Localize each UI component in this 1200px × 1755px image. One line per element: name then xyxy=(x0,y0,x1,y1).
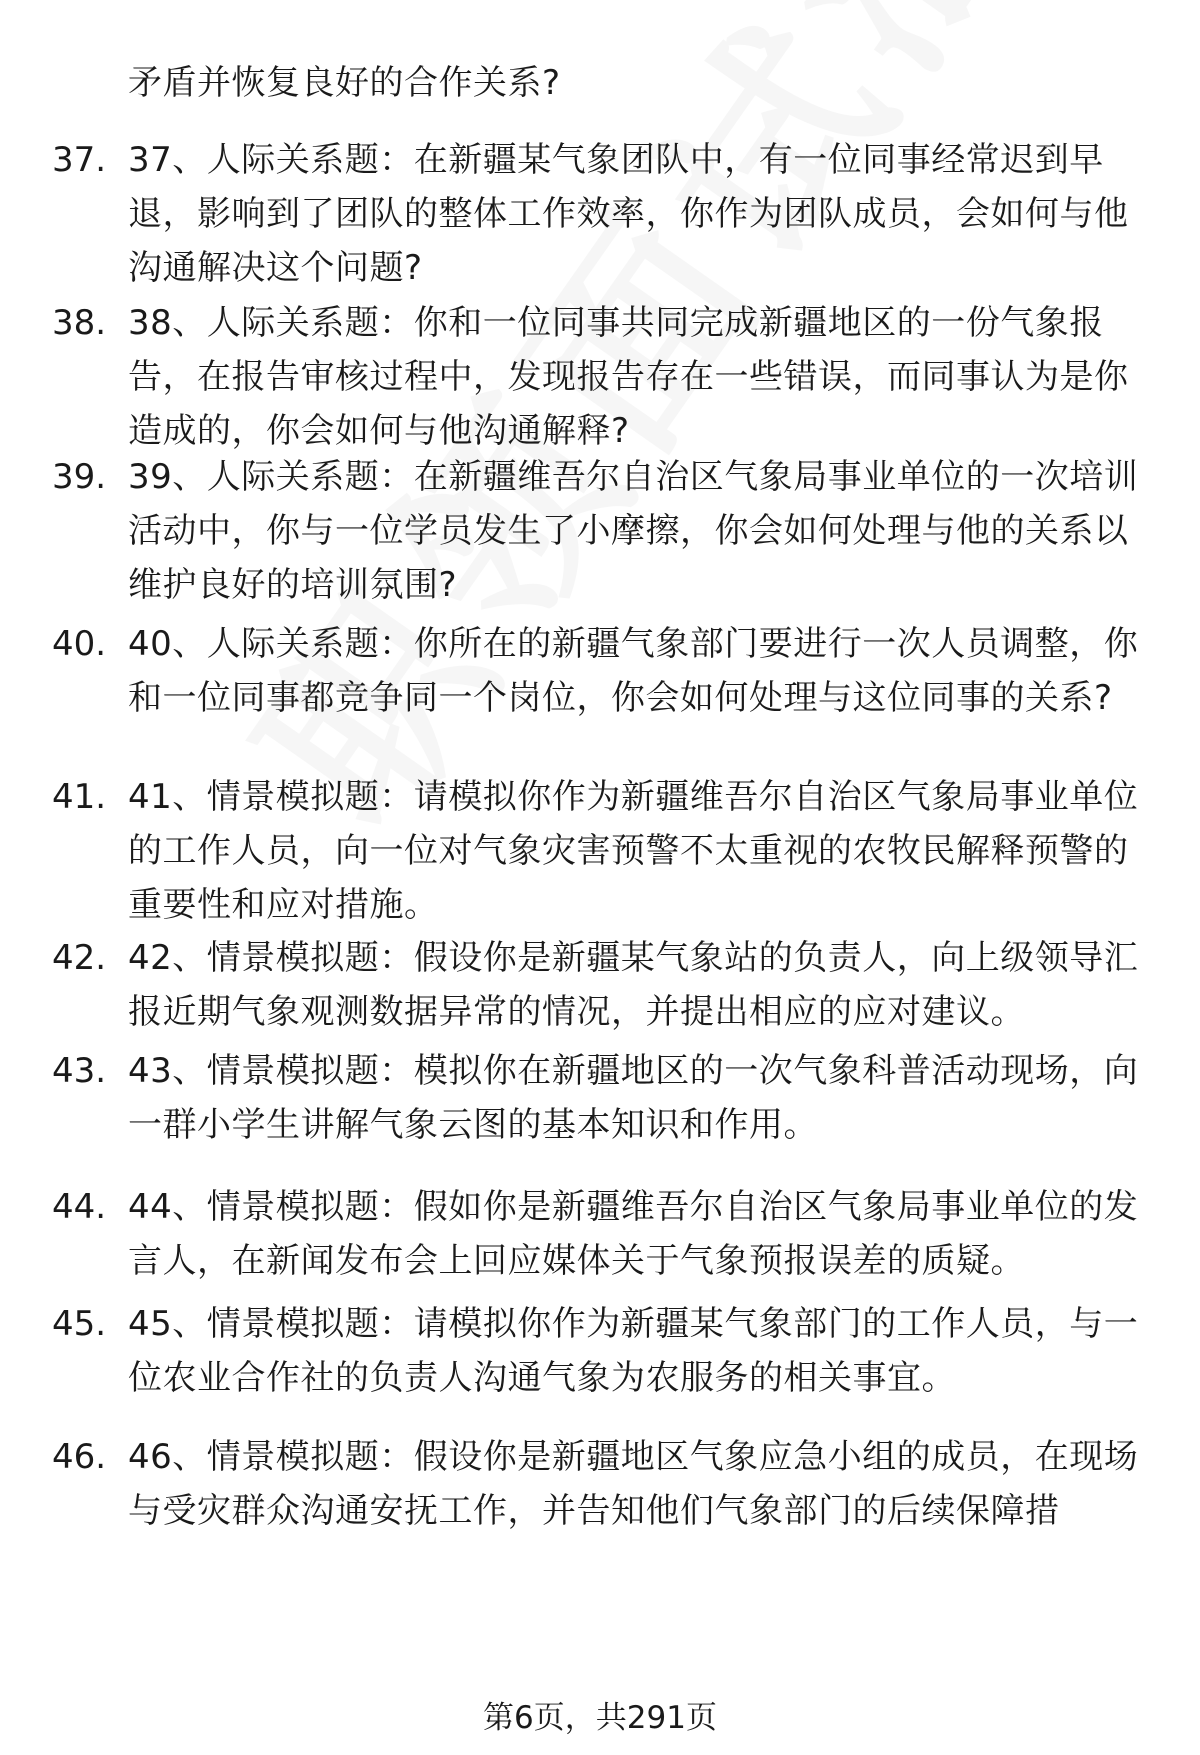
item-text: 46、情景模拟题：假设你是新疆地区气象应急小组的成员，在现场与受灾群众沟通安抚工作，并告知他们气象部门的后续保障措 xyxy=(128,1437,1139,1531)
item-number: 38. xyxy=(52,303,107,343)
item-text: 39、人际关系题：在新疆维吾尔自治区气象局事业单位的一次培训活动中，你与一位学员发生了小摩擦，你会如何处理与他的关系以维护良好的培训氛围? xyxy=(128,457,1139,605)
item-text: 44、情景模拟题：假如你是新疆维吾尔自治区气象局事业单位的发言人，在新闻发布会上回应媒体关于气象预报误差的质疑。 xyxy=(128,1187,1139,1281)
continued-text: 矛盾并恢复良好的合作关系? xyxy=(128,63,561,103)
item-text: 40、人际关系题：你所在的新疆气象部门要进行一次人员调整，你和一位同事都竞争同一个岗位，你会如何处理与这位同事的关系? xyxy=(128,624,1139,718)
item-number: 41. xyxy=(52,777,107,817)
item-number: 45. xyxy=(52,1304,107,1344)
item-number: 40. xyxy=(52,624,107,664)
item-number: 42. xyxy=(52,938,107,978)
item-text: 43、情景模拟题：模拟你在新疆地区的一次气象科普活动现场，向一群小学生讲解气象云图的基本知识和作用。 xyxy=(128,1051,1139,1145)
item-text: 45、情景模拟题：请模拟你作为新疆某气象部门的工作人员，与一位农业合作社的负责人沟通气象为农服务的相关事宜。 xyxy=(128,1304,1139,1398)
item-text: 41、情景模拟题：请模拟你作为新疆维吾尔自治区气象局事业单位的工作人员，向一位对气象灾害预警不太重视的农牧民解释预警的重要性和应对措施。 xyxy=(128,777,1139,925)
item-number: 46. xyxy=(52,1437,107,1477)
item-number: 39. xyxy=(52,457,107,497)
item-text: 37、人际关系题：在新疆某气象团队中，有一位同事经常迟到早退，影响到了团队的整体工作效率，你作为团队成员，会如何与他沟通解决这个问题? xyxy=(128,140,1129,288)
item-text: 38、人际关系题：你和一位同事共同完成新疆地区的一份气象报告，在报告审核过程中，发现报告存在一些错误，而同事认为是你造成的，你会如何与他沟通解释? xyxy=(128,303,1129,451)
item-number: 44. xyxy=(52,1187,107,1227)
item-number: 43. xyxy=(52,1051,107,1091)
item-text: 42、情景模拟题：假设你是新疆某气象站的负责人，向上级领导汇报近期气象观测数据异常的情况，并提出相应的应对建议。 xyxy=(128,938,1139,1032)
page-footer: 第6页，共291页 xyxy=(483,1700,717,1736)
item-number: 37. xyxy=(52,140,107,180)
